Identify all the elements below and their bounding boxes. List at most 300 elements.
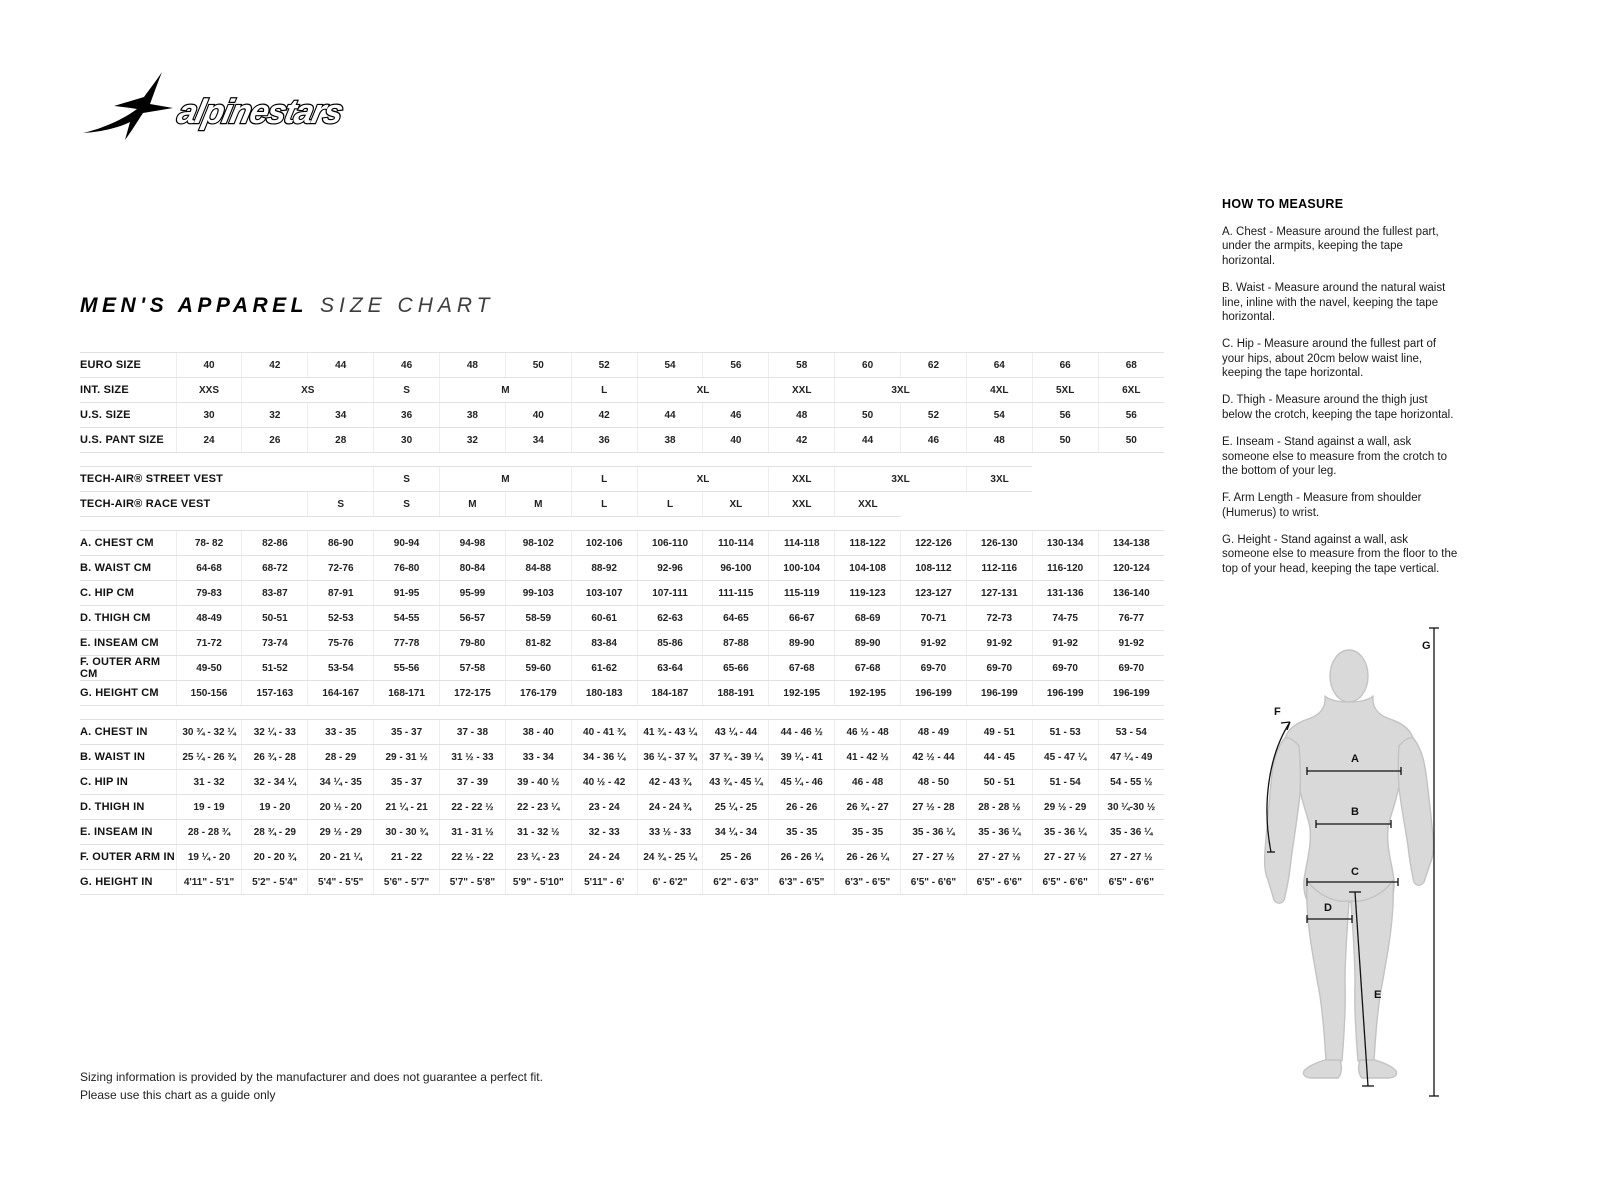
size-cell: XL [703,492,769,517]
size-cell: 23 - 24 [571,795,637,820]
size-cell: 83-84 [571,631,637,656]
size-cell: 40 [505,403,571,428]
row-label: A. CHEST CM [80,531,176,556]
size-cell: 54 [966,403,1032,428]
size-cell: 32 [440,428,506,453]
size-cell: 38 [440,403,506,428]
row-spacer [80,517,1164,531]
row-height-cm [80,681,1164,706]
how-to-measure-paragraph: C. Hip - Measure around the fullest part of your hips, about 20cm below waist line, keeping the tape horizontal. [1222,338,1437,379]
size-cell: 164-167 [308,681,374,706]
spacer-cell [80,517,1164,531]
size-cell: 5'6" - 5'7" [374,870,440,895]
size-cell: 30 ¼-30 ½ [1098,795,1164,820]
row-height-in [80,870,1164,895]
size-cell: S [374,378,440,403]
size-cell: 91-92 [1032,631,1098,656]
size-cell: 57-58 [440,656,506,681]
size-cell: 60-61 [571,606,637,631]
size-cell: 91-92 [1098,631,1164,656]
size-cell: 31 ½ - 33 [440,745,506,770]
size-cell: 31 - 32 ½ [505,820,571,845]
size-cell: 51 - 54 [1032,770,1098,795]
size-cell: 24 [176,428,242,453]
row-label: G. HEIGHT CM [80,681,176,706]
size-cell: 96-100 [703,556,769,581]
size-cell: 52 [571,353,637,378]
size-cell: 24 - 24 ¾ [637,795,703,820]
row-label: TECH-AIR® RACE VEST [80,492,308,517]
size-cell: 28 - 29 [308,745,374,770]
size-cell: 100-104 [769,556,835,581]
size-cell: 34 ¼ - 34 [703,820,769,845]
how-to-measure-paragraphs [1222,225,1458,576]
disclaimer [80,1068,543,1104]
size-cell: 83-87 [242,581,308,606]
size-cell: XL [637,378,769,403]
size-cell: 35 - 36 ¼ [901,820,967,845]
size-cell: 64 [966,353,1032,378]
size-cell: 6'2" - 6'3" [703,870,769,895]
size-cell: 172-175 [440,681,506,706]
disclaimer-line-1: Sizing information is provided by the manufacturer and does not guarantee a perfect fit. [80,1070,543,1084]
size-cell: 34 - 36 ¼ [571,745,637,770]
size-cell: 35 - 36 ¼ [966,820,1032,845]
size-cell: 5XL [1032,378,1098,403]
size-cell: 37 - 39 [440,770,506,795]
row-label: B. WAIST CM [80,556,176,581]
how-to-measure-paragraph: D. Thigh - Measure around the thigh just below the crotch, keeping the tape horizontal. [1222,394,1454,421]
size-cell: 50 - 51 [966,770,1032,795]
size-cell: 112-116 [966,556,1032,581]
size-cell: 72-76 [308,556,374,581]
size-cell: 32 [242,403,308,428]
size-cell: 134-138 [1098,531,1164,556]
row-outer-arm-cm [80,656,1164,681]
size-cell: 67-68 [835,656,901,681]
size-cell: 27 - 27 ½ [901,845,967,870]
size-cell: 60 [835,353,901,378]
size-cell: XXL [769,492,835,517]
size-cell: 28 [308,428,374,453]
size-cell: 56 [1032,403,1098,428]
page-title [80,294,494,318]
row-hip-cm [80,581,1164,606]
row-label: INT. SIZE [80,378,176,403]
spacer-cell [80,706,1164,720]
size-cell: 25 - 26 [703,845,769,870]
size-cell: 110-114 [703,531,769,556]
size-cell: 48 [966,428,1032,453]
size-cell: 108-112 [901,556,967,581]
body-silhouette [1265,650,1434,1078]
size-cell: 3XL [966,467,1032,492]
size-cell: 63-64 [637,656,703,681]
size-cell: 48 - 50 [901,770,967,795]
size-cell: 80-84 [440,556,506,581]
row-label: D. THIGH CM [80,606,176,631]
how-to-measure-paragraph: F. Arm Length - Measure from shoulder (Humerus) to wrist. [1222,492,1422,519]
size-cell: 59-60 [505,656,571,681]
size-cell: 79-80 [440,631,506,656]
size-cell: 5'9" - 5'10" [505,870,571,895]
size-cell: 22 ½ - 22 [440,845,506,870]
size-cell: 29 - 31 ½ [374,745,440,770]
size-cell: 3XL [835,467,967,492]
size-cell: 41 ¾ - 43 ¼ [637,720,703,745]
size-cell: L [571,467,637,492]
figure-label-a: A [1351,753,1359,765]
row-us-size [80,403,1164,428]
size-cell: 130-134 [1032,531,1098,556]
empty-cell [901,492,1164,517]
size-cell: 37 ¾ - 39 ¼ [703,745,769,770]
size-cell: 3XL [835,378,967,403]
size-cell: 47 ¼ - 49 [1098,745,1164,770]
size-cell: L [571,492,637,517]
size-cell: 26 ¾ - 28 [242,745,308,770]
size-cell: 180-183 [571,681,637,706]
size-cell: 42 [242,353,308,378]
size-cell: XS [242,378,374,403]
size-cell: 46 [374,353,440,378]
row-spacer [80,453,1164,467]
figure-label-b: B [1351,806,1359,818]
size-cell: 86-90 [308,531,374,556]
row-label: D. THIGH IN [80,795,176,820]
row-tech-air-street-vest [80,467,1164,492]
size-cell: 192-195 [835,681,901,706]
size-cell: 91-92 [966,631,1032,656]
size-cell: 196-199 [966,681,1032,706]
figure-label-f: F [1274,706,1281,718]
size-cell: 26 - 26 ¼ [769,845,835,870]
size-cell: 196-199 [1032,681,1098,706]
size-cell: 36 ¼ - 37 ¾ [637,745,703,770]
size-cell: 77-78 [374,631,440,656]
size-cell: 42 - 43 ¾ [637,770,703,795]
size-cell: 32 - 34 ¼ [242,770,308,795]
size-cell: 24 - 24 [571,845,637,870]
size-cell: 34 [505,428,571,453]
size-cell: M [440,378,572,403]
size-cell: 29 ½ - 29 [308,820,374,845]
size-cell: 53-54 [308,656,374,681]
size-cell: 34 [308,403,374,428]
size-cell: 36 [571,428,637,453]
size-cell: 25 ¼ - 26 ¾ [176,745,242,770]
size-cell: 46 ½ - 48 [835,720,901,745]
size-cell: 48-49 [176,606,242,631]
size-cell: 87-91 [308,581,374,606]
size-cell: 50 [1032,428,1098,453]
size-cell: 5'4" - 5'5" [308,870,374,895]
size-chart-body [80,353,1164,895]
size-cell: 50-51 [242,606,308,631]
how-to-measure-paragraph: G. Height - Stand against a wall, ask someone else to measure from the floor to the top of your head, keeping the tape vertical. [1222,534,1458,575]
size-cell: 44 - 46 ½ [769,720,835,745]
size-cell: L [571,378,637,403]
size-cell: 40 [703,428,769,453]
size-cell: 66-67 [769,606,835,631]
row-label: E. INSEAM IN [80,820,176,845]
size-cell: 50 [505,353,571,378]
size-cell: 68 [1098,353,1164,378]
size-cell: 51 - 53 [1032,720,1098,745]
size-cell: 76-77 [1098,606,1164,631]
size-cell: 127-131 [966,581,1032,606]
size-cell: 31 - 32 [176,770,242,795]
row-outer-arm-in [80,845,1164,870]
size-cell: 30 - 30 ¾ [374,820,440,845]
size-cell: 54-55 [374,606,440,631]
size-cell: 65-66 [703,656,769,681]
how-to-measure-paragraph: A. Chest - Measure around the fullest part, under the armpits, keeping the tape horizontal. [1222,226,1439,267]
size-cell: 42 [571,403,637,428]
size-cell: M [505,492,571,517]
size-cell: 54 [637,353,703,378]
size-cell: 75-76 [308,631,374,656]
row-inseam-cm [80,631,1164,656]
size-cell: 32 - 33 [571,820,637,845]
size-cell: 6'5" - 6'6" [901,870,967,895]
size-cell: XXL [769,378,835,403]
row-label: A. CHEST IN [80,720,176,745]
size-cell: 56-57 [440,606,506,631]
disclaimer-line-2: Please use this chart as a guide only [80,1088,276,1102]
size-cell: 19 - 19 [176,795,242,820]
size-cell: 19 - 20 [242,795,308,820]
size-cell: 27 - 27 ½ [1032,845,1098,870]
size-cell: 35 - 36 ¼ [1032,820,1098,845]
row-spacer [80,706,1164,720]
size-cell: 26 [242,428,308,453]
size-cell: 168-171 [374,681,440,706]
size-cell: 44 [308,353,374,378]
size-cell: 53 - 54 [1098,720,1164,745]
size-cell: 29 ½ - 29 [1032,795,1098,820]
size-cell: 56 [1098,403,1164,428]
body-diagram-icon [1228,616,1442,1108]
size-cell: S [308,492,374,517]
size-cell: 68-72 [242,556,308,581]
size-cell: 46 - 48 [835,770,901,795]
size-cell: 52 [901,403,967,428]
size-cell: 123-127 [901,581,967,606]
size-cell: XXL [769,467,835,492]
size-cell: 20 - 21 ¼ [308,845,374,870]
size-cell: 20 ½ - 20 [308,795,374,820]
size-cell: 157-163 [242,681,308,706]
size-cell: 6' - 6'2" [637,870,703,895]
size-cell: 40 [176,353,242,378]
size-cell: 131-136 [1032,581,1098,606]
size-cell: 82-86 [242,531,308,556]
size-cell: 42 [769,428,835,453]
size-cell: 68-69 [835,606,901,631]
size-cell: 91-92 [901,631,967,656]
size-cell: 27 - 27 ½ [1098,845,1164,870]
size-cell: 104-108 [835,556,901,581]
size-cell: 98-102 [505,531,571,556]
size-cell: 136-140 [1098,581,1164,606]
size-cell: 95-99 [440,581,506,606]
size-cell: 62 [901,353,967,378]
size-cell: 35 - 37 [374,770,440,795]
size-cell: 102-106 [571,531,637,556]
size-cell: 111-115 [703,581,769,606]
size-cell: 33 - 34 [505,745,571,770]
row-label: B. WAIST IN [80,745,176,770]
size-cell: 122-126 [901,531,967,556]
size-cell: 99-103 [505,581,571,606]
size-cell: 46 [901,428,967,453]
size-cell: 45 ¼ - 46 [769,770,835,795]
size-cell: 69-70 [1098,656,1164,681]
size-cell: 19 ¼ - 20 [176,845,242,870]
row-label: EURO SIZE [80,353,176,378]
size-cell: 4XL [966,378,1032,403]
size-cell: 6XL [1098,378,1164,403]
size-cell: 69-70 [1032,656,1098,681]
size-cell: 51-52 [242,656,308,681]
row-label: E. INSEAM CM [80,631,176,656]
size-cell: 90-94 [374,531,440,556]
astral-star-icon [83,72,173,140]
size-cell: 23 ¼ - 23 [505,845,571,870]
size-cell: 35 - 37 [374,720,440,745]
size-cell: 43 ¼ - 44 [703,720,769,745]
size-cell: 79-83 [176,581,242,606]
size-cell: 38 - 40 [505,720,571,745]
size-cell: 28 - 28 ¾ [176,820,242,845]
size-cell: 44 [637,403,703,428]
size-cell: 50 [835,403,901,428]
page-title-secondary: SIZE CHART [320,294,495,317]
size-cell: 119-123 [835,581,901,606]
row-tech-air-race-vest [80,492,1164,517]
size-cell: 28 ¾ - 29 [242,820,308,845]
size-cell: 22 - 22 ½ [440,795,506,820]
size-cell: 196-199 [901,681,967,706]
size-cell: 150-156 [176,681,242,706]
logo-wordmark: alpinestars [174,93,346,131]
row-label: U.S. PANT SIZE [80,428,176,453]
size-cell: 35 - 35 [769,820,835,845]
size-cell: XXL [835,492,901,517]
size-cell: 37 - 38 [440,720,506,745]
size-cell: 192-195 [769,681,835,706]
size-cell: 4'11" - 5'1" [176,870,242,895]
size-cell: 73-74 [242,631,308,656]
size-cell: 27 - 27 ½ [966,845,1032,870]
figure-label-c: C [1351,866,1359,878]
size-cell: 44 [835,428,901,453]
size-cell: 62-63 [637,606,703,631]
size-cell: 45 - 47 ¼ [1032,745,1098,770]
size-cell: M [440,467,572,492]
size-cell: 176-179 [505,681,571,706]
size-cell: 114-118 [769,531,835,556]
figure-label-g: G [1422,640,1431,652]
size-cell: 34 ¼ - 35 [308,770,374,795]
size-cell: 35 - 36 ¼ [1098,820,1164,845]
size-cell: 6'3" - 6'5" [835,870,901,895]
size-cell: 24 ¾ - 25 ¼ [637,845,703,870]
alpinestars-logo [76,70,348,147]
size-cell: XXS [176,378,242,403]
size-cell: 107-111 [637,581,703,606]
size-cell: 89-90 [835,631,901,656]
size-cell: 81-82 [505,631,571,656]
row-waist-cm [80,556,1164,581]
spacer-cell [80,453,1164,467]
row-label: G. HEIGHT IN [80,870,176,895]
size-cell: 49 - 51 [966,720,1032,745]
size-cell: 58 [769,353,835,378]
size-cell: 46 [703,403,769,428]
size-cell: 56 [703,353,769,378]
size-cell: 188-191 [703,681,769,706]
size-cell: 36 [374,403,440,428]
size-cell: 32 ¼ - 33 [242,720,308,745]
size-cell: M [440,492,506,517]
size-cell: 38 [637,428,703,453]
size-cell: 26 - 26 ¼ [835,845,901,870]
size-cell: 87-88 [703,631,769,656]
row-label: C. HIP CM [80,581,176,606]
size-cell: 43 ¾ - 45 ¼ [703,770,769,795]
size-cell: 48 [769,403,835,428]
size-cell: 26 - 26 [769,795,835,820]
size-cell: 74-75 [1032,606,1098,631]
size-cell: 6'3" - 6'5" [769,870,835,895]
size-cell: 27 ½ - 28 [901,795,967,820]
figure-label-e: E [1374,989,1382,1001]
size-cell: 106-110 [637,531,703,556]
size-cell: 71-72 [176,631,242,656]
size-cell: 76-80 [374,556,440,581]
row-label: F. OUTER ARM CM [80,656,176,681]
size-cell: 21 - 22 [374,845,440,870]
size-cell: 40 ½ - 42 [571,770,637,795]
size-cell: 5'2" - 5'4" [242,870,308,895]
row-label: C. HIP IN [80,770,176,795]
how-to-measure [1222,197,1458,589]
size-chart [80,352,1164,895]
alpinestars-logo-icon [76,70,348,142]
size-cell: 6'5" - 6'6" [966,870,1032,895]
size-cell: 69-70 [901,656,967,681]
size-cell: 91-95 [374,581,440,606]
row-us-pant-size [80,428,1164,453]
size-cell: S [374,467,440,492]
size-cell: 196-199 [1098,681,1164,706]
size-cell: 31 - 31 ½ [440,820,506,845]
row-thigh-in [80,795,1164,820]
size-cell: 30 ¾ - 32 ¼ [176,720,242,745]
size-cell: 20 - 20 ¾ [242,845,308,870]
size-cell: 58-59 [505,606,571,631]
row-int-size [80,378,1164,403]
row-label: F. OUTER ARM IN [80,845,176,870]
size-chart-table [80,352,1164,895]
size-cell: 22 - 23 ¼ [505,795,571,820]
row-euro-size [80,353,1164,378]
size-cell: 5'11" - 6' [571,870,637,895]
size-cell: 78- 82 [176,531,242,556]
size-cell: 5'7" - 5'8" [440,870,506,895]
